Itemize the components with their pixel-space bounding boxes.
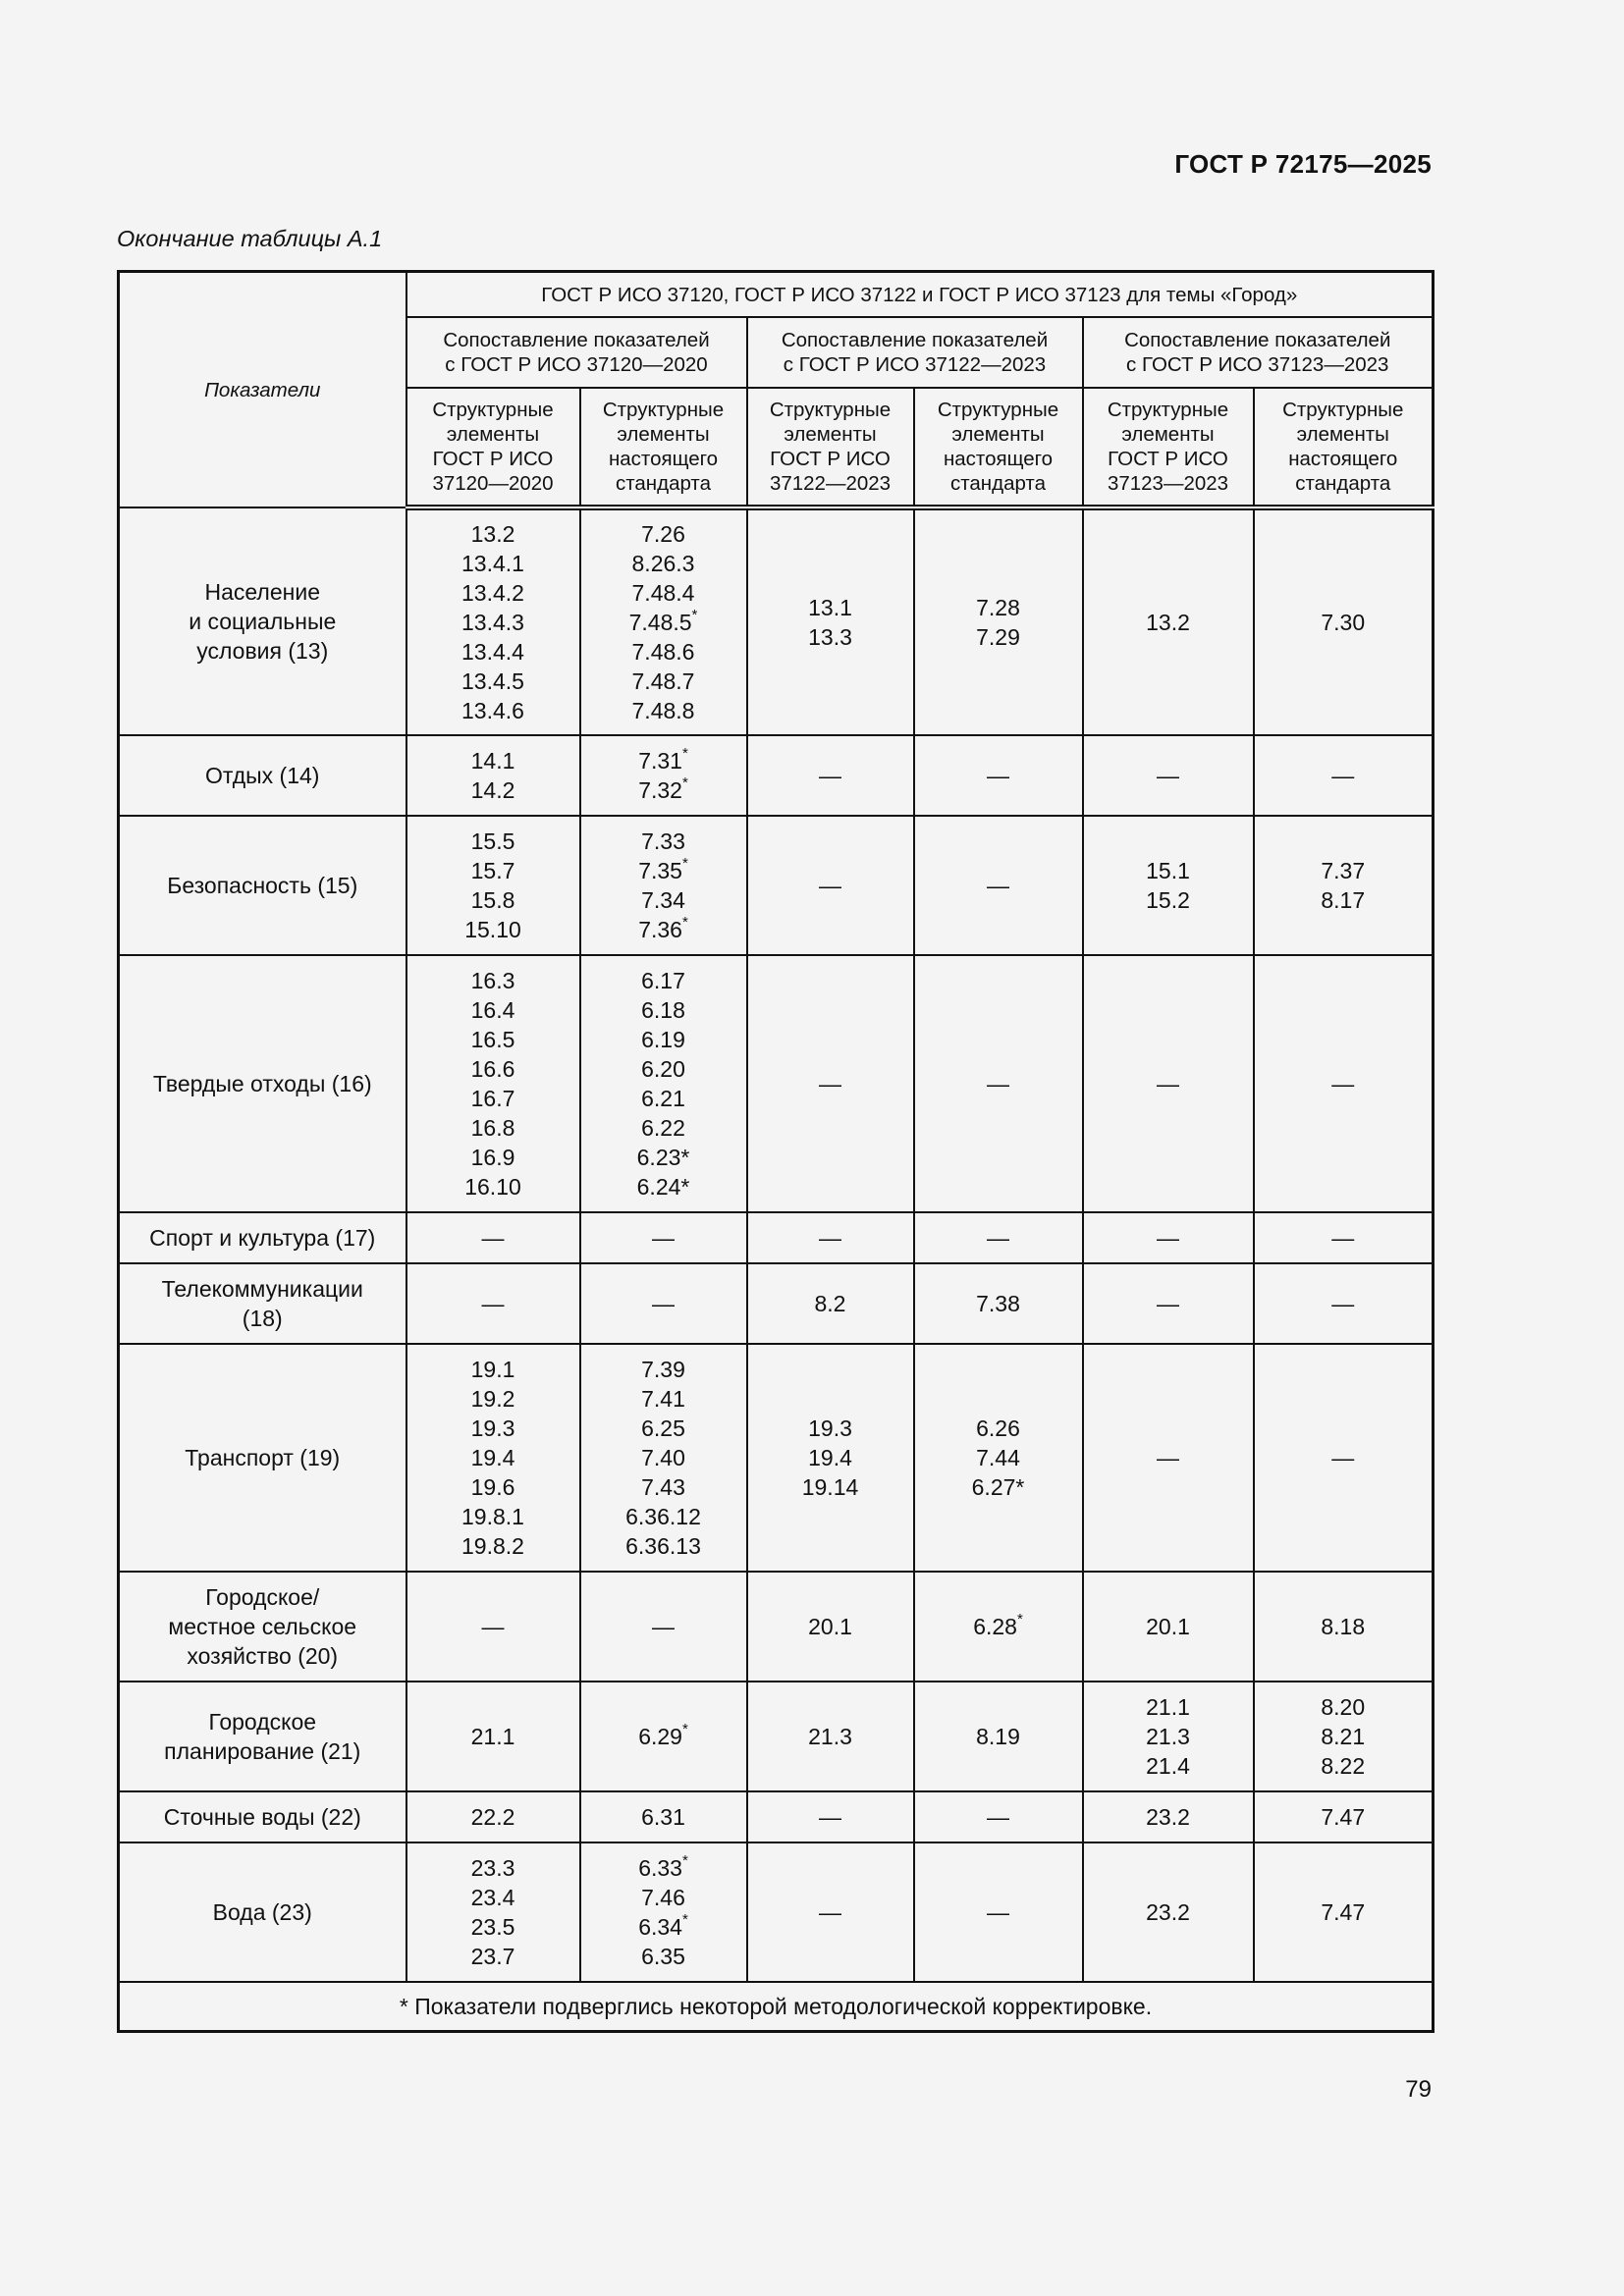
cell-line: 23.2 xyxy=(1146,1804,1190,1830)
cell-line: 16.10 xyxy=(464,1174,521,1200)
table-cell xyxy=(406,1791,580,1842)
cell-line: 8.26.3 xyxy=(631,551,695,576)
cell-line: 15.10 xyxy=(464,917,521,942)
cell-line: 7.48.6 xyxy=(631,639,695,665)
table-cell xyxy=(406,1344,580,1572)
cell-line: 23.2 xyxy=(1146,1899,1190,1925)
cell-line: — xyxy=(1331,763,1355,788)
cell-line: 13.1 xyxy=(808,595,852,620)
table-cell xyxy=(914,1212,1083,1263)
cell-line: 19.4 xyxy=(470,1445,515,1470)
table-cell xyxy=(914,1842,1083,1982)
cell-line: Твердые отходы (16) xyxy=(152,1071,372,1096)
table-cell xyxy=(406,955,580,1212)
indicator-name xyxy=(119,955,406,1212)
cell-line: с ГОСТ Р ИСО 37123—2023 xyxy=(1126,353,1389,376)
cell-line: 21.1 xyxy=(1146,1694,1190,1720)
table-cell xyxy=(1254,507,1434,735)
structural-elements-header xyxy=(914,388,1083,507)
cell-line: 6.36.13 xyxy=(625,1533,701,1559)
cell-line: 23.5 xyxy=(470,1914,515,1940)
table-row xyxy=(119,1682,1434,1791)
table-cell xyxy=(1254,955,1434,1212)
table-cell xyxy=(580,1344,747,1572)
cell-line: 19.1 xyxy=(470,1357,515,1382)
cell-line: Спорт и культура (17) xyxy=(149,1225,376,1251)
table-top-header: ГОСТ Р ИСО 37120, ГОСТ Р ИСО 37122 и ГОСТ Р ИСО 37123 для темы «Город» xyxy=(406,272,1434,318)
table-cell xyxy=(580,735,747,816)
cell-line: 16.9 xyxy=(470,1145,515,1170)
table-row xyxy=(119,816,1434,955)
cell-line: 7.40 xyxy=(641,1445,685,1470)
cell-line: планирование (21) xyxy=(164,1738,361,1764)
table-cell xyxy=(406,1842,580,1982)
page-number: 79 xyxy=(1405,2076,1432,2103)
table-cell xyxy=(580,1263,747,1344)
cell-line: 7.39 xyxy=(641,1357,685,1382)
cell-line: элементы xyxy=(951,423,1045,446)
cell-line: 6.23* xyxy=(636,1145,690,1170)
table-row xyxy=(119,1572,1434,1682)
table-cell xyxy=(406,507,580,735)
cell-line: Телекоммуникации xyxy=(161,1276,363,1302)
table-row xyxy=(119,1212,1434,1263)
cell-line: 15.2 xyxy=(1146,887,1190,913)
cell-line: 7.29 xyxy=(976,624,1020,650)
cell-line: Структурные xyxy=(1282,399,1404,421)
cell-line: Структурные xyxy=(602,399,725,421)
table-cell xyxy=(747,1791,914,1842)
cell-line: 6.21 xyxy=(641,1086,685,1111)
table-cell xyxy=(747,1842,914,1982)
cell-line: Отдых (14) xyxy=(205,763,320,788)
cell-line: — xyxy=(819,873,841,898)
table-cell xyxy=(914,507,1083,735)
cell-line: — xyxy=(481,1291,505,1316)
table-cell xyxy=(406,1572,580,1682)
cell-line: 20.1 xyxy=(1146,1614,1190,1639)
indicator-name xyxy=(119,1344,406,1572)
cell-line: 13.4.5 xyxy=(461,668,524,694)
structural-elements-header xyxy=(580,388,747,507)
table-cell xyxy=(1254,1842,1434,1982)
cell-line: 23.7 xyxy=(470,1944,515,1969)
cell-line: — xyxy=(1157,1225,1179,1251)
cell-line: 6.36.12 xyxy=(625,1504,701,1529)
cell-line: ГОСТ Р ИСО xyxy=(770,448,891,470)
cell-line: — xyxy=(819,1804,841,1830)
cell-line: Вода (23) xyxy=(212,1899,312,1925)
cell-line: — xyxy=(481,1225,505,1251)
table-cell xyxy=(747,1682,914,1791)
cell-line: Сточные воды (22) xyxy=(163,1804,361,1830)
table-cell xyxy=(1083,735,1254,816)
table-cell xyxy=(406,1263,580,1344)
cell-line: — xyxy=(987,1071,1009,1096)
cell-line: ГОСТ Р ИСО xyxy=(432,448,554,470)
cell-line: 19.8.2 xyxy=(461,1533,524,1559)
cell-line: 7.32* xyxy=(638,774,688,803)
table-footnote: * Показатели подверглись некоторой методологической корректировке. xyxy=(119,1982,1434,2032)
cell-line: стандарта xyxy=(949,472,1046,495)
cell-line: 8.19 xyxy=(976,1724,1020,1749)
cell-line: 6.27* xyxy=(971,1474,1025,1500)
table-cell xyxy=(1083,1344,1254,1572)
cell-line: — xyxy=(1157,1071,1179,1096)
cell-line: 14.2 xyxy=(470,777,515,803)
table-cell xyxy=(406,816,580,955)
indicator-name xyxy=(119,1263,406,1344)
cell-line: 22.2 xyxy=(470,1804,515,1830)
cell-line: Транспорт (19) xyxy=(185,1445,341,1470)
table-cell xyxy=(1254,1344,1434,1572)
cell-line: 37123—2023 xyxy=(1107,472,1229,495)
cell-line: настоящего xyxy=(943,448,1054,470)
cell-line: 8.20 xyxy=(1321,1694,1366,1720)
cell-line: 6.24* xyxy=(636,1174,690,1200)
cell-line: 7.37 xyxy=(1321,858,1366,883)
cell-line: 6.17 xyxy=(641,968,685,993)
table-cell xyxy=(1254,816,1434,955)
table-cell xyxy=(580,1791,747,1842)
table-cell xyxy=(580,816,747,955)
table-row xyxy=(119,955,1434,1212)
cell-line: 15.8 xyxy=(470,887,515,913)
cell-line: 20.1 xyxy=(808,1614,852,1639)
cell-line: Сопоставление показателей xyxy=(443,329,710,351)
cell-line: 19.14 xyxy=(801,1474,859,1500)
cell-line: 7.28 xyxy=(976,595,1020,620)
cell-line: 13.4.6 xyxy=(461,698,524,723)
cell-line: 13.4.1 xyxy=(461,551,524,576)
table-cell xyxy=(914,735,1083,816)
table-cell xyxy=(914,1572,1083,1682)
cell-line: Структурные xyxy=(769,399,892,421)
cell-line: 16.5 xyxy=(470,1027,515,1052)
table-cell xyxy=(1083,1212,1254,1263)
cell-line: — xyxy=(481,1614,505,1639)
table-cell xyxy=(580,507,747,735)
table-cell xyxy=(1083,816,1254,955)
cell-line: — xyxy=(1157,1291,1179,1316)
cell-line: 21.1 xyxy=(470,1724,515,1749)
table-cell xyxy=(1254,1682,1434,1791)
cell-line: 7.44 xyxy=(976,1445,1020,1470)
cell-line: 6.26 xyxy=(976,1415,1020,1441)
cell-line: и социальные xyxy=(189,609,337,634)
cell-line: 13.4.4 xyxy=(461,639,524,665)
indicator-name xyxy=(119,1842,406,1982)
comparison-group-header xyxy=(1083,317,1434,388)
table-cell xyxy=(914,1344,1083,1572)
cell-line: 7.31* xyxy=(638,745,688,774)
structural-elements-header xyxy=(747,388,914,507)
cell-line: 6.31 xyxy=(641,1804,685,1830)
cell-line: 7.43 xyxy=(641,1474,685,1500)
cell-line: 7.47 xyxy=(1321,1804,1366,1830)
cell-line: 37120—2020 xyxy=(432,472,554,495)
indicator-name xyxy=(119,735,406,816)
cell-line: Городское/ xyxy=(205,1584,320,1610)
cell-line: стандарта xyxy=(1295,472,1391,495)
cell-line: настоящего xyxy=(1288,448,1398,470)
cell-line: (18) xyxy=(242,1306,283,1331)
table-cell xyxy=(914,955,1083,1212)
structural-elements-header xyxy=(1254,388,1434,507)
cell-line: 19.6 xyxy=(470,1474,515,1500)
table-cell xyxy=(406,735,580,816)
cell-line: 6.19 xyxy=(641,1027,685,1052)
cell-line: — xyxy=(1331,1071,1355,1096)
cell-line: элементы xyxy=(1121,423,1215,446)
table-row xyxy=(119,735,1434,816)
cell-line: 7.47 xyxy=(1321,1899,1366,1925)
cell-line: — xyxy=(1331,1225,1355,1251)
cell-line: — xyxy=(819,763,841,788)
cell-line: 8.17 xyxy=(1321,887,1366,913)
cell-line: 16.4 xyxy=(470,997,515,1023)
cell-line: 19.2 xyxy=(470,1386,515,1412)
cell-line: элементы xyxy=(784,423,877,446)
cell-line: 16.7 xyxy=(470,1086,515,1111)
cell-line: 16.8 xyxy=(470,1115,515,1141)
table-row xyxy=(119,507,1434,735)
comparison-group-header xyxy=(747,317,1083,388)
cell-line: 13.3 xyxy=(808,624,852,650)
table-cell xyxy=(1083,955,1254,1212)
cell-line: — xyxy=(987,1225,1009,1251)
cell-line: 6.25 xyxy=(641,1415,685,1441)
cell-line: элементы xyxy=(1296,423,1389,446)
cell-line: — xyxy=(987,873,1009,898)
cell-line: Сопоставление показателей xyxy=(1124,329,1391,351)
cell-line: элементы xyxy=(617,423,710,446)
cell-line: 7.34 xyxy=(641,887,685,913)
cell-line: Структурные xyxy=(937,399,1059,421)
cell-line: 19.3 xyxy=(470,1415,515,1441)
cell-line: 6.28* xyxy=(973,1611,1023,1639)
cell-line: 13.4.3 xyxy=(461,610,524,635)
cell-line: местное сельское xyxy=(168,1614,357,1639)
cell-line: 6.33* xyxy=(638,1852,688,1881)
cell-line: 7.48.5* xyxy=(628,607,698,635)
cell-line: 8.2 xyxy=(814,1291,846,1316)
cell-line: — xyxy=(987,763,1009,788)
cell-line: 15.7 xyxy=(470,858,515,883)
table-cell xyxy=(580,1572,747,1682)
cell-line: 7.36* xyxy=(638,914,688,942)
cell-line: 7.48.7 xyxy=(631,668,695,694)
cell-line: 7.33 xyxy=(641,828,685,854)
cell-line: 8.18 xyxy=(1321,1614,1366,1639)
indicator-name xyxy=(119,816,406,955)
cell-line: 7.46 xyxy=(641,1885,685,1910)
cell-line: 23.4 xyxy=(470,1885,515,1910)
indicator-name xyxy=(119,1572,406,1682)
table-cell xyxy=(1083,1572,1254,1682)
cell-line: условия (13) xyxy=(196,638,329,664)
table-caption: Окончание таблицы А.1 xyxy=(117,226,383,251)
table-cell xyxy=(747,735,914,816)
table-cell xyxy=(747,1572,914,1682)
document-standard-id: ГОСТ Р 72175—2025 xyxy=(1174,149,1432,179)
table-cell xyxy=(747,507,914,735)
cell-line: стандарта xyxy=(615,472,711,495)
structural-elements-header xyxy=(1083,388,1254,507)
cell-line: с ГОСТ Р ИСО 37120—2020 xyxy=(445,353,708,376)
table-cell xyxy=(580,1212,747,1263)
cell-line: 7.30 xyxy=(1321,610,1366,635)
cell-line: — xyxy=(819,1071,841,1096)
table-cell xyxy=(1083,1791,1254,1842)
table-cell xyxy=(747,1212,914,1263)
table-row xyxy=(119,1263,1434,1344)
cell-line: 6.29* xyxy=(638,1721,688,1749)
cell-line: 7.26 xyxy=(641,521,685,547)
table-row xyxy=(119,1842,1434,1982)
table-cell xyxy=(406,1212,580,1263)
cell-line: 8.22 xyxy=(1321,1753,1366,1779)
comparison-table xyxy=(117,270,1435,2033)
cell-line: 19.4 xyxy=(808,1445,852,1470)
cell-line: 19.8.1 xyxy=(461,1504,524,1529)
cell-line: 23.3 xyxy=(470,1855,515,1881)
cell-line: 7.48.4 xyxy=(631,580,695,606)
cell-line: Структурные xyxy=(1107,399,1229,421)
indicator-name xyxy=(119,1682,406,1791)
table-cell xyxy=(406,1682,580,1791)
table-cell xyxy=(1254,735,1434,816)
cell-line: 6.35 xyxy=(641,1944,685,1969)
cell-line: 14.1 xyxy=(470,748,515,774)
structural-elements-header xyxy=(406,388,580,507)
cell-line: Безопасность (15) xyxy=(167,873,358,898)
cell-line: — xyxy=(652,1291,675,1316)
cell-line: 7.35* xyxy=(638,855,688,883)
table-cell xyxy=(747,1344,914,1572)
cell-line: 8.21 xyxy=(1321,1724,1366,1749)
cell-line: — xyxy=(819,1225,841,1251)
table-cell xyxy=(580,1842,747,1982)
indicator-name xyxy=(119,1791,406,1842)
table-cell xyxy=(747,816,914,955)
table-row xyxy=(119,1344,1434,1572)
comparison-group-header xyxy=(406,317,747,388)
cell-line: Структурные xyxy=(432,399,554,421)
cell-line: 21.3 xyxy=(808,1724,852,1749)
cell-line: Сопоставление показателей xyxy=(781,329,1049,351)
indicator-name xyxy=(119,1212,406,1263)
cell-line: 19.3 xyxy=(808,1415,852,1441)
cell-line: 21.4 xyxy=(1146,1753,1190,1779)
cell-line: с ГОСТ Р ИСО 37122—2023 xyxy=(783,353,1047,376)
cell-line: Городское xyxy=(208,1709,317,1735)
cell-line: Население xyxy=(204,579,320,605)
table-cell xyxy=(1254,1572,1434,1682)
table-cell xyxy=(580,1682,747,1791)
table-cell xyxy=(914,816,1083,955)
table-cell xyxy=(747,1263,914,1344)
table-cell xyxy=(747,955,914,1212)
table-cell xyxy=(914,1263,1083,1344)
cell-line: ГОСТ Р ИСО xyxy=(1108,448,1228,470)
cell-line: 13.4.2 xyxy=(461,580,524,606)
cell-line: 7.41 xyxy=(641,1386,685,1412)
table-cell xyxy=(914,1682,1083,1791)
cell-line: — xyxy=(1157,1445,1179,1470)
cell-line: 15.5 xyxy=(470,828,515,854)
cell-line: — xyxy=(987,1899,1009,1925)
table-cell xyxy=(1083,1842,1254,1982)
cell-line: — xyxy=(652,1614,675,1639)
table-cell xyxy=(1254,1212,1434,1263)
indicators-column-header: Показатели xyxy=(119,272,406,508)
indicator-name xyxy=(119,507,406,735)
table-cell xyxy=(1083,1263,1254,1344)
cell-line: 6.34* xyxy=(638,1911,688,1940)
cell-line: 7.38 xyxy=(976,1291,1020,1316)
cell-line: — xyxy=(1331,1291,1355,1316)
cell-line: 16.3 xyxy=(470,968,515,993)
cell-line: 37122—2023 xyxy=(769,472,892,495)
cell-line: 15.1 xyxy=(1146,858,1190,883)
cell-line: настоящего xyxy=(608,448,719,470)
table-cell xyxy=(580,955,747,1212)
table-cell xyxy=(1083,507,1254,735)
cell-line: 6.22 xyxy=(641,1115,685,1141)
cell-line: — xyxy=(1331,1445,1355,1470)
cell-line: элементы xyxy=(446,423,540,446)
cell-line: 13.2 xyxy=(470,521,515,547)
table-cell xyxy=(1254,1791,1434,1842)
cell-line: 21.3 xyxy=(1146,1724,1190,1749)
cell-line: 16.6 xyxy=(470,1056,515,1082)
cell-line: 7.48.8 xyxy=(631,698,695,723)
cell-line: — xyxy=(1157,763,1179,788)
table-cell xyxy=(1254,1263,1434,1344)
table-row xyxy=(119,1791,1434,1842)
cell-line: — xyxy=(819,1899,841,1925)
cell-line: 6.18 xyxy=(641,997,685,1023)
cell-line: — xyxy=(987,1804,1009,1830)
cell-line: 6.20 xyxy=(641,1056,685,1082)
cell-line: 13.2 xyxy=(1146,610,1190,635)
table-cell xyxy=(1083,1682,1254,1791)
table-cell xyxy=(914,1791,1083,1842)
cell-line: — xyxy=(652,1225,675,1251)
cell-line: хозяйство (20) xyxy=(187,1643,339,1669)
